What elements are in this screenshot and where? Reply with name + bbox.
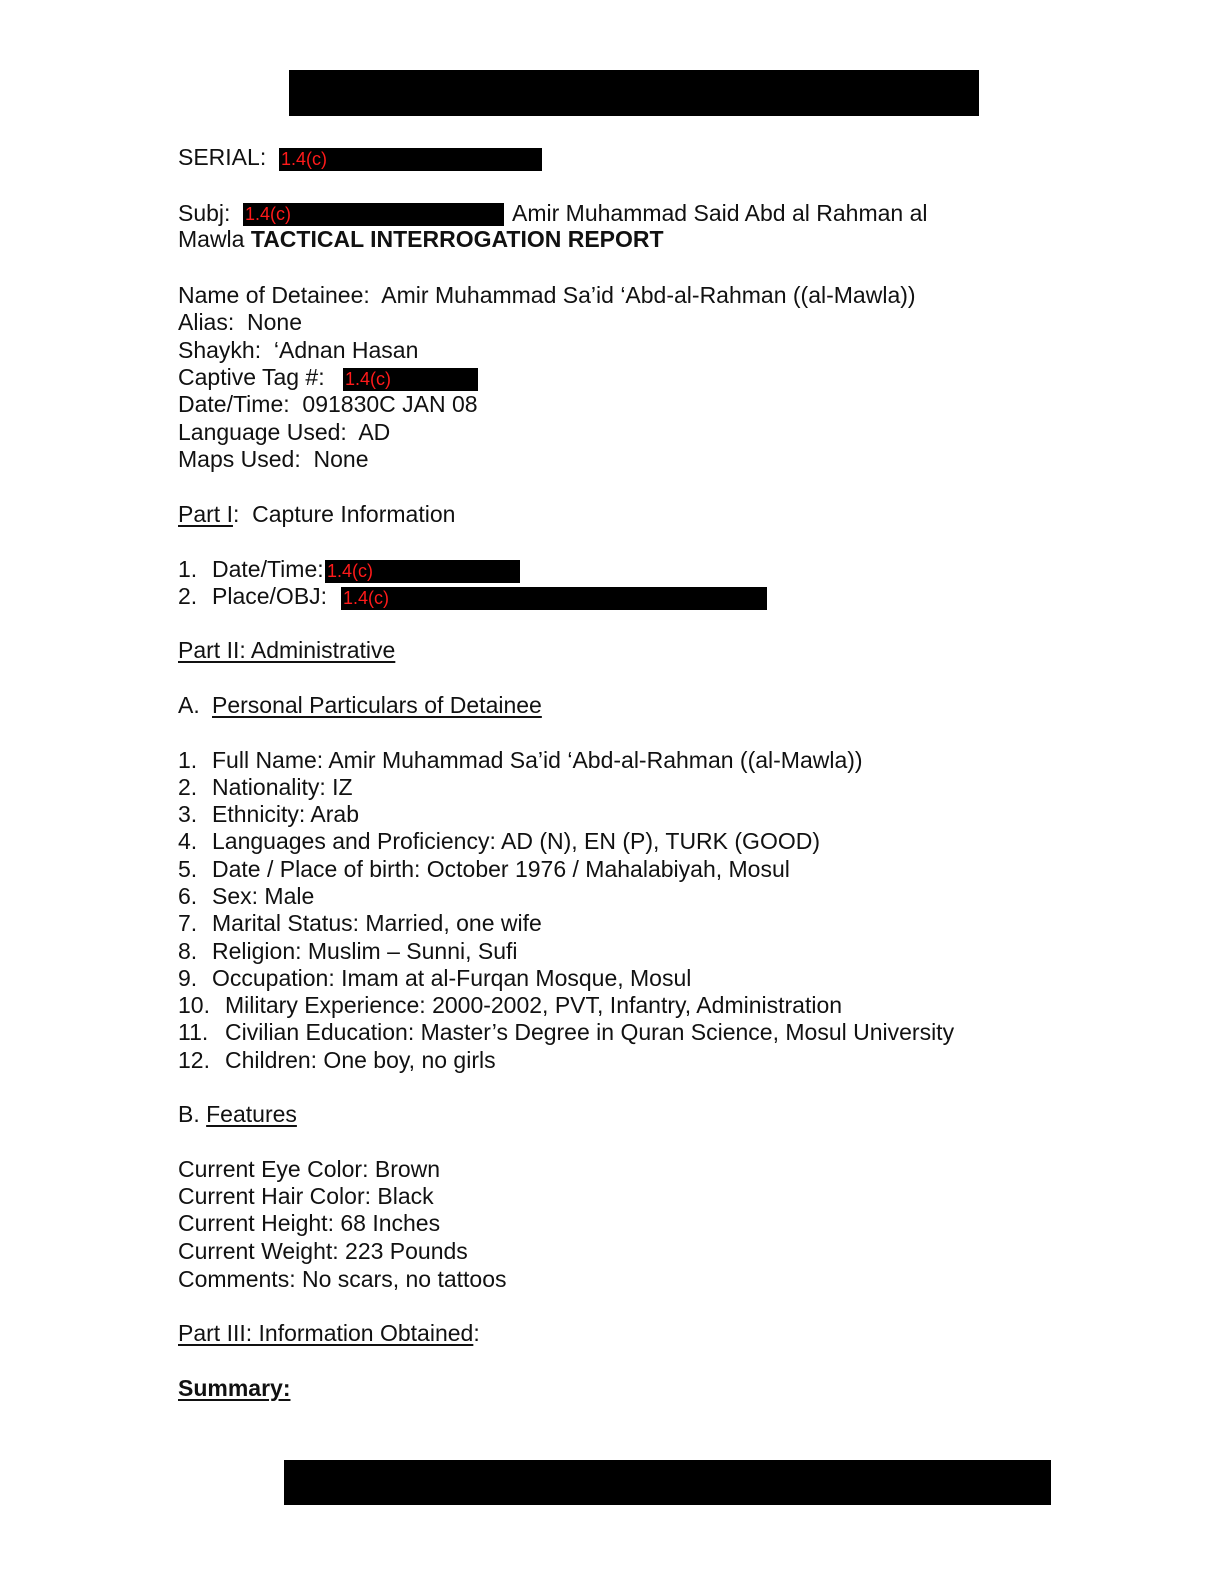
field-language-used: Language Used: AD — [178, 419, 391, 445]
field-date-time: Date/Time: 091830C JAN 08 — [178, 391, 478, 417]
part1-item-place: 2. Place/OBJ: — [178, 583, 328, 609]
particulars-item: 3. Ethnicity: Arab — [178, 801, 360, 827]
part2-heading: Part II: Administrative — [178, 637, 396, 663]
particulars-item: 4. Languages and Proficiency: AD (N), EN (P), TURK (GOOD) — [178, 828, 820, 854]
feature-item: Comments: No scars, no tattoos — [178, 1266, 507, 1292]
redaction-code: 1.4(c) — [327, 561, 374, 581]
particulars-item: 9. Occupation: Imam at al-Furqan Mosque, Mosul — [178, 965, 692, 991]
field-captive-tag: Captive Tag #: — [178, 364, 325, 390]
particulars-item: 5. Date / Place of birth: October 1976 / Mahalabiyah, Mosul — [178, 856, 790, 882]
field-alias: Alias: None — [178, 309, 303, 335]
field-shaykh: Shaykh: ‘Adnan Hasan — [178, 337, 419, 363]
redaction-code: 1.4(c) — [345, 369, 392, 389]
particulars-item: 12. Children: One boy, no girls — [178, 1047, 496, 1073]
feature-item: Current Height: 68 Inches — [178, 1210, 441, 1236]
report-title: TACTICAL INTERROGATION REPORT — [250, 226, 664, 252]
particulars-item: 2. Nationality: IZ — [178, 774, 353, 800]
subj-line2 — [178, 228, 664, 251]
redaction-bar-bottom — [284, 1460, 1051, 1505]
redaction-code: 1.4(c) — [281, 149, 328, 169]
part3-heading: Part III: Information Obtained: — [178, 1320, 480, 1346]
redaction-serial — [279, 148, 542, 171]
feature-item: Current Weight: 223 Pounds — [178, 1238, 468, 1264]
particulars-item: 1. Full Name: Amir Muhammad Sa’id ‘Abd-al-Rahman ((al-Mawla)) — [178, 747, 863, 773]
feature-item: Current Hair Color: Black — [178, 1183, 434, 1209]
redaction-code: 1.4(c) — [343, 588, 390, 608]
particulars-item: 6. Sex: Male — [178, 883, 315, 909]
redaction-code: 1.4(c) — [245, 204, 292, 224]
subj-label: Subj: — [178, 200, 231, 226]
particulars-item: 10. Military Experience: 2000-2002, PVT, Infantry, Administration — [178, 992, 843, 1018]
subj-text-line1: Amir Muhammad Said Abd al Rahman al — [512, 200, 928, 226]
redaction-subj — [243, 203, 504, 226]
redaction-captive-tag — [343, 368, 478, 391]
redaction-capture-date — [325, 560, 520, 583]
feature-item: Current Eye Color: Brown — [178, 1156, 441, 1182]
particulars-item: 11. Civilian Education: Master’s Degree in Quran Science, Mosul University — [178, 1019, 955, 1045]
field-maps-used: Maps Used: None — [178, 446, 369, 472]
part1-item-date-time: 1. Date/Time: — [178, 556, 324, 582]
serial-label: SERIAL: — [178, 144, 267, 170]
redaction-bar-top — [289, 70, 979, 116]
particulars-item: 7. Marital Status: Married, one wife — [178, 910, 542, 936]
particulars-item: 8. Religion: Muslim – Sunni, Sufi — [178, 938, 518, 964]
section-a-heading: A. Personal Particulars of Detainee — [178, 692, 542, 718]
section-b-heading: B. Features — [178, 1101, 297, 1127]
field-name-of-detainee: Name of Detainee: Amir Muhammad Sa’id ‘Abd-al-Rahman ((al-Mawla)) — [178, 282, 916, 308]
redaction-capture-place — [341, 587, 767, 610]
part1-heading: Part I: Capture Information — [178, 501, 456, 527]
summary-heading: Summary: — [178, 1375, 291, 1401]
subj-text-line2: Mawla — [178, 226, 245, 252]
